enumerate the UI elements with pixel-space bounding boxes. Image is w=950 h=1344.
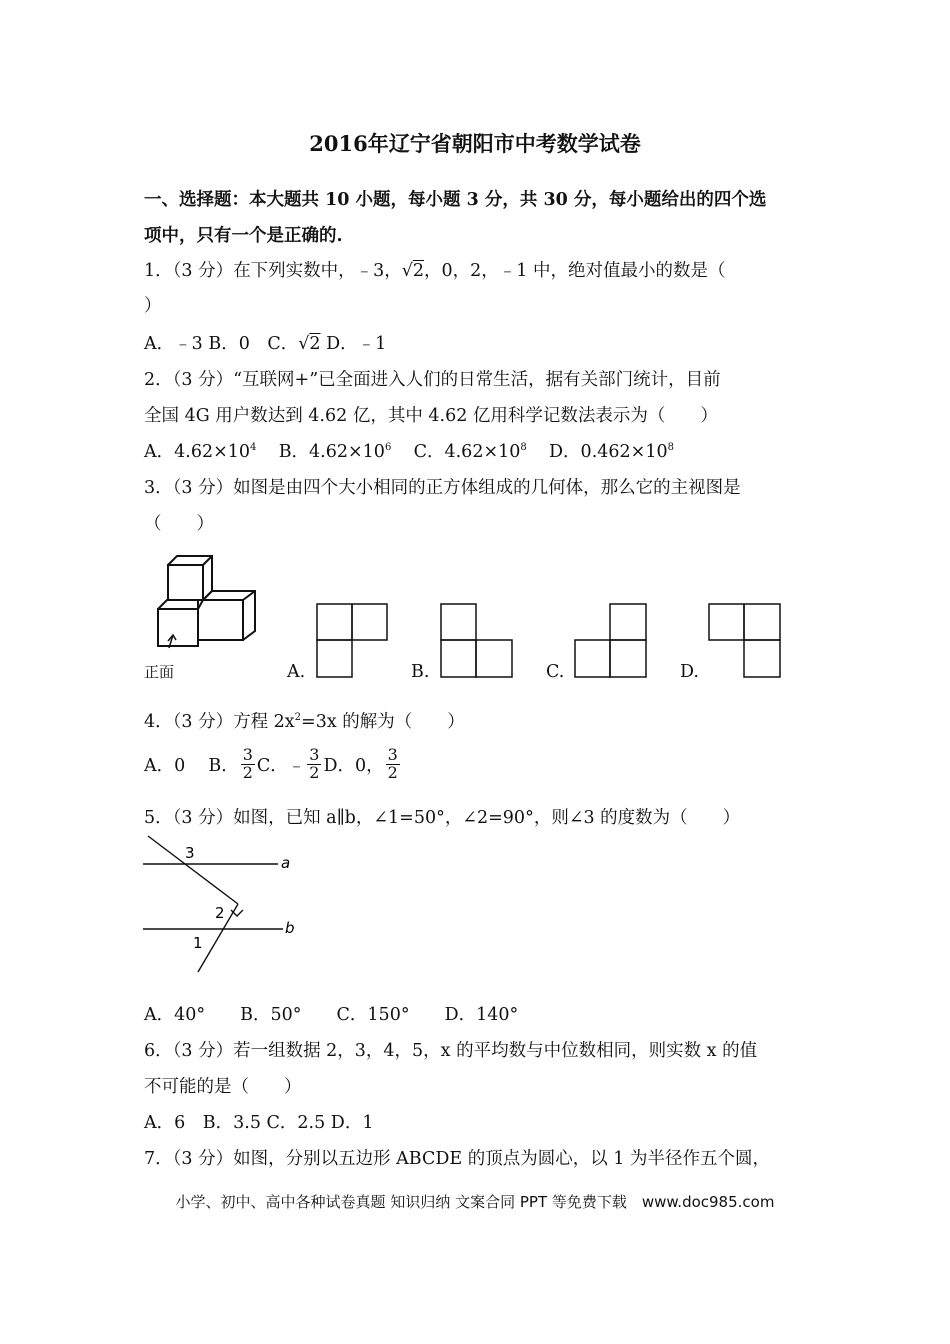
q3-option-d-figure [708,603,788,683]
q2-stem-line1: 2．（3 分）“互联网+”已全面进入人们的日常生活，据有关部门统计，目前 [144,370,721,390]
q4-exponent: 2 [294,712,302,724]
q4-stem [144,708,465,733]
q4-option-c-sign: ﹣ [287,755,306,776]
q5-line-b-label: b [285,919,295,937]
q5-options: A．40° B．50° C．150° D．140° [144,1005,519,1025]
q4-options [144,744,402,784]
q5-line-a-label: a [281,854,291,872]
q5-parallel-lines-figure [143,834,303,974]
q1-stem-text-a: 1．（3 分）在下列实数中，﹣3， [144,261,402,281]
q4-option-b-fraction: $\frac{3}{2}$ [242,744,253,782]
q7-stem-line1: 7．（3 分）如图，分别以五边形 ABCDE 的顶点为圆心，以 1 为半径作五个圆， [144,1149,770,1169]
section-heading-line2: 项中，只有一个是正确的. [144,226,343,246]
q2-options [144,438,674,463]
q3-option-a-figure [316,603,396,683]
q2-stem-line2: 全国 4G 用户数达到 4.62 亿，其中 4.62 亿用科学记数法表示为（ ） [144,406,718,426]
section-heading-line1: 一、选择题：本大题共 10 小题，每小题 3 分，共 30 分，每小题给出的四个选 [144,190,767,210]
q1-options [144,330,386,355]
q4-option-d: D．0， [323,755,384,776]
q1-option-text-b: D．﹣1 [320,334,387,354]
q1-stem-end: ） [144,296,162,316]
q6-stem-line1: 6．（3 分）若一组数据 2，3，4，5，x 的平均数与中位数相同，则实数 x 的值 [144,1041,758,1061]
q1-stem [144,257,725,282]
q1-sqrt: √2 [401,261,425,281]
q2-option-a: A．$4.62\times 10^4$ [144,442,257,462]
q3-stem-line2: （ ） [144,514,214,534]
q2-option-c: C．$4.62\times 10^8$ [413,442,527,462]
q3-stem-line1: 3．（3 分）如图是由四个大小相同的正方体组成的几何体，那么它的主视图是 [144,478,741,498]
q2-option-b: B．$4.62\times 10^6$ [278,442,392,462]
q4-stem-text-b: =3x 的解为（ ） [301,712,465,732]
q4-option-c-fraction: $\frac{3}{2}$ [309,744,320,782]
q3-front-label: 正面 [144,663,175,681]
q4-stem-text-a: 4．（3 分）方程 2x [144,712,295,732]
q3-option-c-figure [574,603,654,683]
q6-stem-line2: 不可能的是（ ） [144,1077,302,1097]
page-footer: 小学、初中、高中各种试卷真题 知识归纳 文案合同 PPT 等免费下载 www.doc985.com [175,1193,775,1211]
q4-option-c-label: C． [256,755,288,776]
q5-angle3-label: 3 [185,844,195,862]
q4-option-d-fraction: $\frac{3}{2}$ [387,744,398,782]
q1-option-sqrt: √2 [298,334,321,354]
q5-stem: 5．（3 分）如图，已知 a∥b，∠1=50°，∠2=90°，则∠3 的度数为（ ） [144,808,741,828]
q3-option-b-label: B. [411,662,430,682]
q1-option-text-a: A．﹣3 B．0 C． [144,334,299,354]
q4-option-a: A．0 B． [144,755,239,776]
q6-options: A．6 B．3.5 C．2.5 D．1 [144,1113,374,1133]
q3-option-d-label: D. [680,662,699,682]
q2-option-d: D．$0.462\times 10^8$ [549,442,674,462]
q5-angle1-label: 1 [193,934,203,952]
q3-cube-figure [155,553,285,653]
q1-stem-text-b: ，0，2，﹣1 中，绝对值最小的数是（ [424,261,726,281]
q3-option-b-figure [440,603,520,683]
q5-angle2-label: 2 [215,904,225,922]
q3-option-c-label: C. [546,662,565,682]
page-title: 2016年辽宁省朝阳市中考数学试卷 [309,131,641,156]
q3-option-a-label: A. [287,662,306,682]
